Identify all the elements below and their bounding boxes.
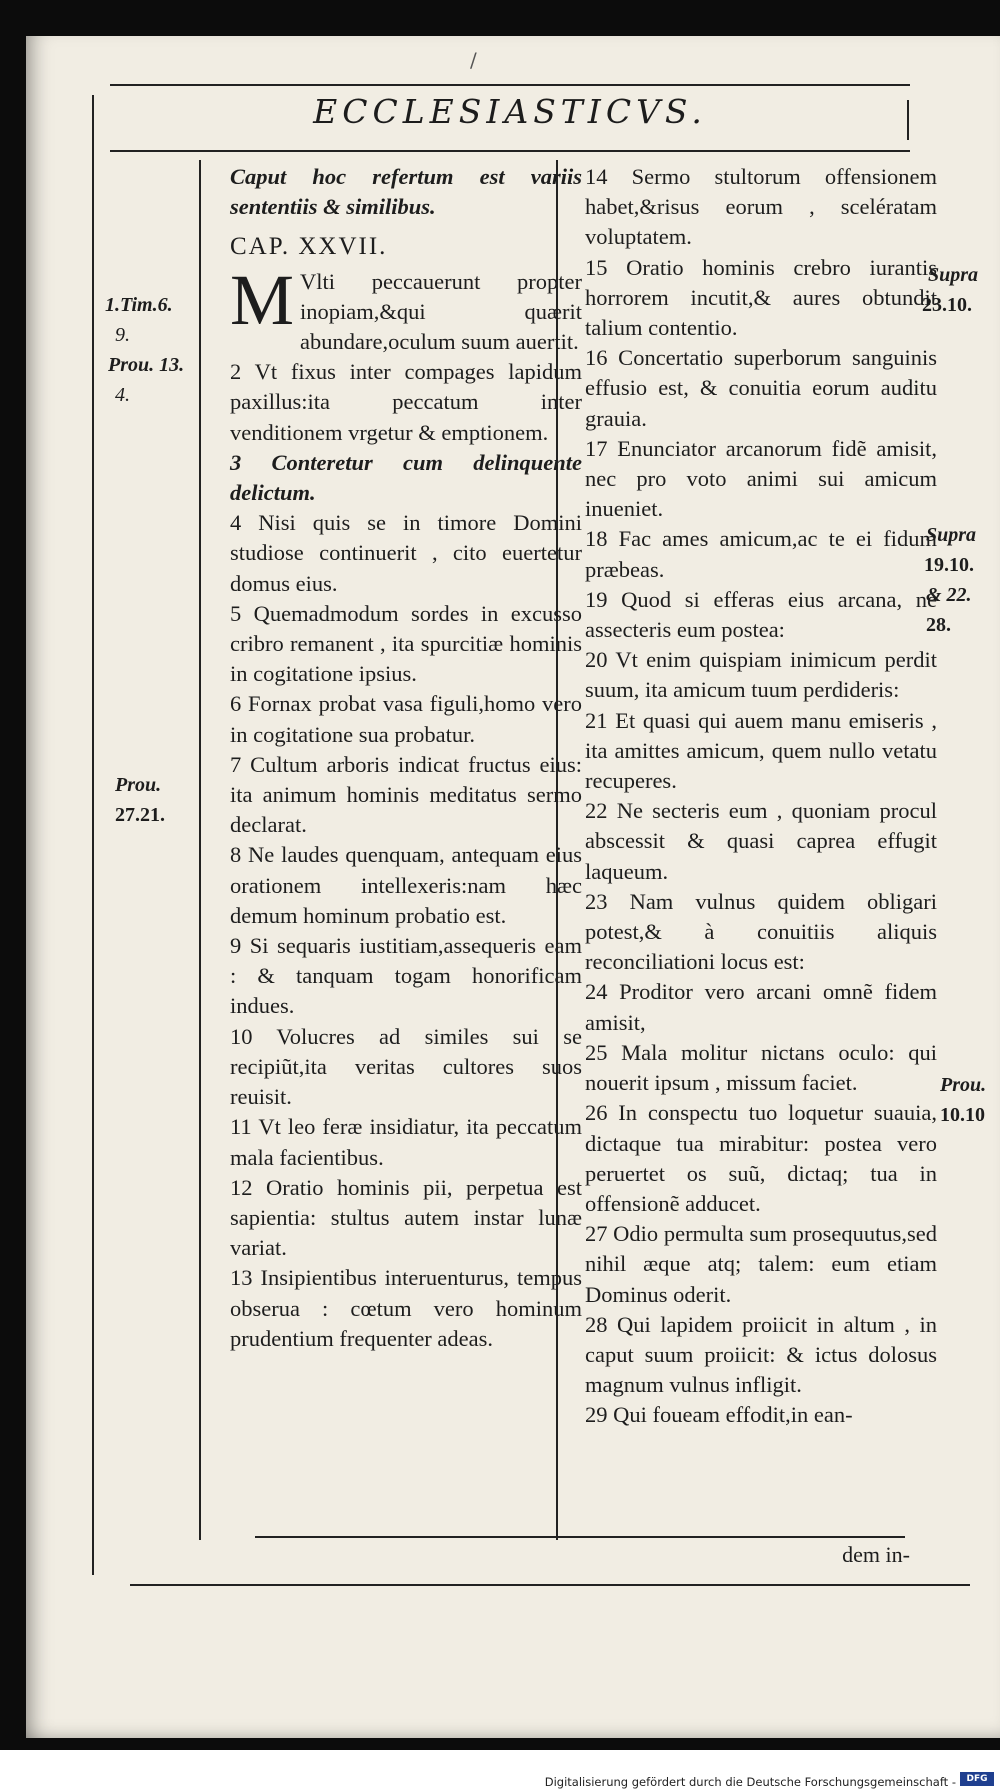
margin-ref-tim-verse: 9.	[115, 324, 130, 346]
margin-ref-supra-23: Supra	[928, 264, 979, 286]
verse-24: 24 Proditor vero arcani omnẽ fidem amisit,	[585, 979, 937, 1035]
margin-ref-prou-27-verse: 27.21.	[115, 804, 165, 826]
running-head: ECCLESIASTICVS.	[313, 92, 707, 131]
left-border-rule	[92, 95, 94, 1575]
folio-mark: /	[470, 48, 477, 72]
verse-23: 23 Nam vulnus quidem obligari potest,& à conuitiis aliquis reconciliationi locus est:	[585, 888, 937, 975]
verse-29: 29 Qui foueam effodit,in ean-	[585, 1402, 853, 1428]
verse-18: 18 Fac ames amicum,ac te ei fidum præbeas.	[585, 526, 937, 582]
verse-11: 11 Vt leo feræ insidiatur, ita peccatum mala facientibus.	[230, 1114, 582, 1170]
header-rule	[110, 150, 910, 152]
verse-8: 8 Ne laudes quenquam, antequam eius orationem intellexeris:nam hæc demum hominum probatio est.	[230, 842, 582, 928]
dfg-logo: DFG	[960, 1772, 994, 1786]
margin-ref-prou-27: Prou.	[115, 774, 162, 796]
verse-4: 4 Nisi quis se in timore Domini studiose continuerit , cito euertetur domus eius.	[230, 510, 582, 596]
chapter-summary: Caput hoc refertum est variis sententiis & similibus.	[230, 164, 582, 220]
margin-ref-supra-19: Supra	[926, 524, 977, 546]
margin-ref-tim: 1.Tim.6.	[105, 294, 173, 316]
verse-19: 19 Quod si efferas eius arcana, ne assecteris eum postea:	[585, 586, 937, 643]
verse-27: 27 Odio permulta sum prosequutus,sed nihil æque atq; talem: eum etiam Dominus oderit.	[585, 1221, 937, 1307]
verse-9: 9 Si sequaris iustitiam,assequeris eam : & tanquam togam honorificam indues.	[230, 933, 582, 1019]
catchword: dem in-	[842, 1542, 910, 1567]
footer-credit: Digitalisierung gefördert durch die Deutsche Forschungsgemeinschaft -	[544, 1775, 956, 1789]
verse-22: 22 Ne secteris eum , quoniam procul abscessit & quasi caprea effugit laqueum.	[585, 798, 937, 884]
verse-2: 2 Vt fixus inter compages lapidum paxillus:ita peccatum inter venditionem vrgetur & emptionem.	[230, 359, 582, 445]
verse-25: 25 Mala molitur nictans oculo: qui nouerit ipsum , missum faciet.	[585, 1039, 937, 1096]
left-column-rule	[199, 160, 201, 1540]
verse-5: 5 Quemadmodum sordes in excusso cribro remanent , ita spurcitiæ hominis in cogitatione ipsius.	[230, 600, 582, 687]
right-text-column	[585, 162, 937, 1431]
verse-3: 3 Conteretur cum delinquente delictum.	[230, 449, 582, 506]
verse-10: 10 Volucres ad similes sui se recipiũt,ita veritas cultores suos reuisit.	[230, 1023, 582, 1110]
verse-13: 13 Insipientibus interuenturus, tempus obserua : cœtum vero hominum prudentium frequenter adeas.	[230, 1265, 582, 1351]
verse-21: 21 Et quasi qui auem manu emiseris , ita amittes amicum, quem nullo vetatu recuperes.	[585, 707, 937, 794]
verse-1	[230, 259, 582, 358]
drop-cap: M	[230, 259, 295, 340]
verse-6: 6 Fornax probat vasa figuli,homo vero in cogitatione sua probatur.	[230, 691, 582, 747]
verse-12: 12 Oratio hominis pii, perpetua est sapientia: stultus autem instar lunæ variat.	[230, 1174, 582, 1261]
foot-rule	[130, 1584, 970, 1586]
margin-ref-supra-19-and: & 22.	[926, 584, 972, 606]
margin-ref-prou-13: Prou. 13.	[108, 354, 185, 376]
margin-ref-prou-10-verse: 10.10	[940, 1104, 985, 1126]
chapter-title: CAP. XXVII.	[230, 233, 388, 261]
verse-15: 15 Oratio hominis crebro iurantis horrorem incutit,& aures obtundit talium contentio.	[585, 254, 937, 341]
verse-7: 7 Cultum arboris indicat fructus eius: ita animum hominis meditatus sermo declarat.	[230, 751, 582, 838]
margin-ref-prou-13-verse: 4.	[115, 384, 130, 406]
bottom-rule	[255, 1536, 905, 1538]
verse-16: 16 Concertatio superborum sanguinis effusio est, & conuitia eorum auditu grauia.	[585, 345, 937, 431]
verse-17: 17 Enunciator arcanorum fidẽ amisit, nec pro voto animi sui amicum inueniet.	[585, 435, 937, 522]
top-rule	[110, 84, 910, 86]
margin-ref-supra-19-verse: 19.10.	[924, 554, 974, 576]
verse-26: 26 In conspectu tuo loquetur suauia, dictaque tua mirabitur: postea vero peruertet os suũ, dictaq; tua in offensionẽ adducet.	[585, 1100, 937, 1216]
margin-ref-supra-19-verse-2: 28.	[926, 614, 951, 636]
verse-1-text: Vlti peccauerunt propter inopiam,&qui quærit abundare,oculum suum auertit.	[300, 268, 582, 355]
verse-14: 14 Sermo stultorum offensionem habet,&risus eorum , scelératam voluptatem.	[585, 164, 937, 250]
verse-20: 20 Vt enim quispiam inimicum perdit suum, ita amicum tuum perdideris:	[585, 647, 937, 703]
margin-ref-supra-23-verse: 23.10.	[922, 294, 972, 316]
left-text-column	[230, 162, 582, 1354]
verse-28: 28 Qui lapidem proiicit in altum , in caput suum proiicit: & ictus dolosus magnum vulnus infligit.	[585, 1311, 937, 1398]
margin-ref-prou-10: Prou.	[940, 1074, 987, 1096]
